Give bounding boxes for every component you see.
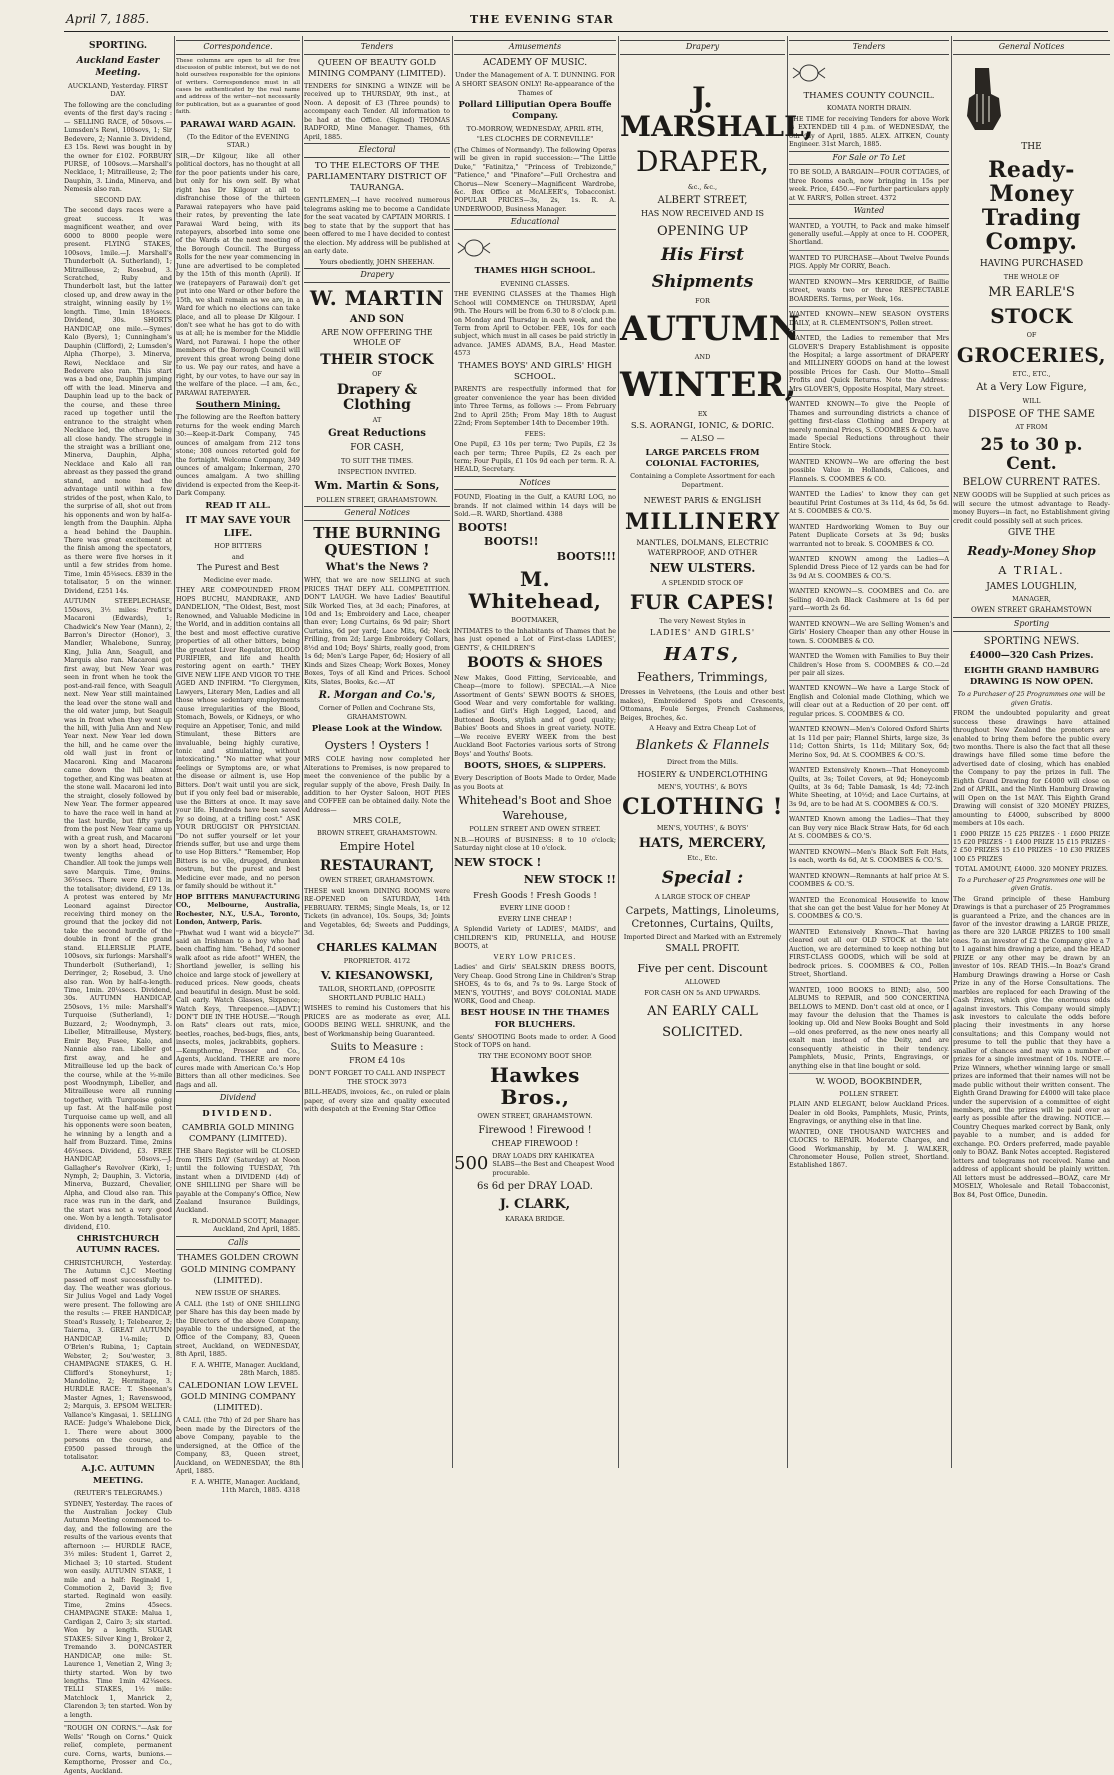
- section-header: Amusements: [454, 40, 616, 55]
- notice-body: THE Share Register will be CLOSED from THIS DAY (Saturday) at Noon until the following TUESDAY, 7th instant when a DIVIDEND (4d) of ONE SHILLING per Share will be payable at the Company's Office, New Zealand Insurance Buildings, Auckland.: [176, 1147, 300, 1215]
- column-rule: [302, 36, 303, 1468]
- ad-line: Medicine ever made.: [203, 575, 273, 584]
- ad-line: GIVE THE: [1007, 528, 1056, 539]
- ad-line: 6s 6d per DRAY LOAD.: [477, 1181, 593, 1193]
- disclaimer: These columns are open to all for free discussion of public interest, but we do not hold ourselves responsible for the opinions of writers. Correspondence must in all cases be authenticated by the real name and address of the writer—not necessarily for publication, but as a guarantee of good faith.: [176, 57, 300, 116]
- notice-body: TENDERS for SINKING a WINZE will be received up to THURSDAY, 9th inst., at Noon. A deposit of £3 (Three pounds) to accompany each Tender. All information to be had at the Office. (Signed) THOMAS RADFORD, Mine Manager. Thames, 6th April, 1885.: [304, 81, 450, 141]
- notice-headline: CAMBRIA GOLD MINING COMPANY (LIMITED).: [181, 1122, 295, 1145]
- ad-line: BOOTS!!: [484, 535, 539, 549]
- section-header: Electoral: [304, 143, 450, 158]
- ad-line: Pollard Lilliputian Opera Bouffe Company.: [458, 100, 612, 122]
- wanted-list: [789, 222, 949, 1075]
- ad-body: N.B.—HOURS of BUSINESS: 8 to 10 o'clock; Saturday night close at 10 o'clock.: [454, 835, 616, 853]
- ad-line: TOTAL AMOUNT, £4000. 320 MONEY PRIZES.: [955, 865, 1108, 874]
- wanted-ad: WANTED KNOWN—We are Selling Women's and Girls' Hosiery Cheaper than any other House in town. S. COOMBES & CO.: [789, 620, 949, 649]
- column-sporting: [64, 38, 172, 1775]
- section-header: Calls: [176, 1236, 300, 1251]
- wanted-ad: WANTED KNOWN—Mrs KERRIDGE, of Baillie street, wants two or three RESPECTABLE BOARDERS. Terms, per Week, 16s.: [789, 278, 949, 307]
- ad-body: The Grand principle of these Hamburg Drawings is that a purchaser of 25 Programmes is guaranteed a Prize, and the chances are in favor of the investor drawing a LARGE PRIZE, as there are 320 LARGE PRIZES to 100 small ones. To an investor of £2 the Company give a 7 to 1 against him drawing a prize, and the HEAD PRIZE or any other may be drawn by an investor of 10s. READ THIS.—In Boaz's Grand Hamburg Drawings drawing a Horse or Cash Prize in any of the Horse Consultations. The marbles are replaced for each Drawing of the Cash Prizes, which give the enormous odds against investors. This Company would simply ask investors to calculate the odds before placing their investments in any horse consultations; and this Company would not presume to tell the public that they have a smaller of chances and may win a number of prizes for a single investment of 10s. NOTE.—Prize Winners, whether winning large or small prizes are informed that their names will not be made public without their written consent. The Eighth Grand Drawing for £4000 will take place under the supervision of a committee of eight members, and the prizes will be paid over as early as possible after the drawing. NOTICE.—Country Cheques marked correct by Bank, only payable to a number, and is added for exchange. P.O. Orders preferred, made payable only to BOAZ. Bank Notes accepted. Registered letters and telegrams not received. Name and address of applicant should be plainly written. All letters must be addressed—BOAZ, care Mr MOSELY, Wholesale and Retail Tobacconist, Box 84, Post Office, Dunedin.: [953, 894, 1110, 1199]
- ad-address: POLLEN STREET.: [839, 1089, 899, 1098]
- ad-headline: V. KIESANOWSKI,: [320, 968, 434, 982]
- wanted-ad: WANTED Known among the Ladies—That they can Buy very nice Black Straw Hats, for 6d each At S. COOMBES & CO.'S.: [789, 815, 949, 844]
- column-tenders: [304, 38, 450, 1468]
- ad-headline: NEW ULSTERS.: [649, 561, 756, 576]
- ad-line: A Heavy and Extra Cheap Lot of: [649, 723, 756, 732]
- ad-body: Ladies' and Girls' SEALSKIN DRESS BOOTS, Very Cheap. Good Strong Line in Children's Strap SHOES, 4s to 6s, and 7s to 9s. Large Stock of MEN'S, YOUTHS', and BOYS' COLONIAL MADE WORK, Good and Cheap.: [454, 963, 616, 1005]
- ad-line: Etc., Etc.: [687, 854, 718, 863]
- wanted-ad: WANTED KNOWN among the Ladies—A Splendid Dress Piece of 12 yards can be had for 3s 9d At S. COOMBES & CO.'S.: [789, 555, 949, 584]
- ad-body: MRS COLE having now completed her Alterations to Premises, is now prepared to meet the convenience of the public by a regular supply of the above, Fresh Daily. In addition to her Oyster Saloon, HOT PIES and COFFEE can be obtained daily. Note the Address—: [304, 755, 450, 814]
- ad-line: A SPLENDID STOCK OF: [661, 578, 744, 587]
- ad-address: Corner of Pollen and Cochrane Sts, GRAHAMSTOWN.: [318, 704, 436, 721]
- ad-line: EVERY LINE CHEAP !: [498, 914, 572, 923]
- ad-line: Under the Management of A. T. DUNNING. FOR A SHORT SEASON ONLY! Re-appearance of the Thames of: [455, 71, 615, 97]
- ad-address: POLLEN STREET, GRAHAMSTOWN.: [316, 495, 438, 504]
- ad-line: MRS COLE,: [352, 816, 402, 826]
- subheading: NEW ISSUE OF SHARES.: [195, 1289, 281, 1298]
- ad-line: AND: [694, 353, 711, 362]
- ad-headline: RESTAURANT,: [319, 857, 435, 874]
- section-header: Tenders: [789, 40, 949, 55]
- wanted-ad: WANTED KNOWN—Remnants at half price At S. COOMBES & CO.'S.: [789, 872, 949, 893]
- article-body: AUTUMN STEEPLECHASE, 150sovs, 3½ miles: Prefitt's Macaroni (Edwards), 1; Chadwick's New Year (Mann), 2; Barron's Director (Honor), 3. Mandler, Whalebone, Sunray, King, Julia Ann, Seagull, and Marquis also ran. Macaroni got first away, but New Year was seen in front when he took the post-and-rail fence, with Seagull next. New Year still maintained the lead over the stone wall and the old water jump, but Seagull was in front when they went up the hill, with Julia Ann and New Year next. New Year led down the hill, and he came over the old wall just in front of Macaroni. King and Macaroni came down the hill almost together, and King was beaten at the stone wall. Macaroni led into the straight, closely followed by New Year. The former appeared to have the race well in hand at the last hurdle, but fifty yards from the post New Year came up with a great rush, and Macaroni won by a short head, Director twenty lengths ahead of Chandler. All took the jumps well save Marquis. Time, 9mins. 36½secs. There were £1071 in the totalisator; dividend, £9 13s. A protest was entered by Mr Leonard against Director receiving third money on the ground that the jockey did not take the second hurdle of the double in front of the grand stand. ELLERSLIE PLATE, 100sovs, six furlongs: Marshall's Thunderbolt (Sutherland), 1; Derringer, 2; Rosebud, 3. Uno also ran. Won by half-a-length. Time, 1min. 20¼secs. Dividend, 30s. AUTUMN HANDICAP, 250sovs, 1½ mile: Marshall's Turquoise (Sutherland), 1; Buzzard, 2; Woodnymph, 3. Libeller, Mitrailleuse, Mystery, Emir Bey, Fusee, Kalo, and Nannie also ran. Libeller got first away, and he and Mitrailleuse led up the back of the course, while at the ½-mile post Woodnymph, Libeller, and Mitrailleuse were all running together, with Turquoise going up fast. At the half-mile post Turquoise came up well, and all his opponents were soon beaten, he winning by a length and a half from Buzzard. Time, 2mins 46½secs. Dividend, £3. FREE HANDICAP, 50sovs.—J. Gallagher's Revolver (Kirk), 1; Nymph, 2; Dauphin, 3. Victoria, Minerva, Buzzard, Chevalier, Alpha, and Cloud also ran. This race was run in the dark, and the start was not a very good one. Won by a length. Totalisator dividend, £10.: [64, 597, 172, 1231]
- ad-line: BOOTS, SHOES, & SLIPPERS.: [464, 761, 606, 772]
- ad-line: HAS NOW RECEIVED AND IS: [640, 209, 765, 219]
- ad-line: DISPOSE OF THE SAME: [968, 409, 1095, 421]
- ad-line: PROPRIETOR. 4172: [343, 957, 411, 966]
- column-drapery: [620, 38, 814, 1468]
- column-rule: [452, 36, 453, 1468]
- wanted-ad: WANTED, 1000 BOOKS to BIND; also, 500 ALBUMS to REPAIR, and 500 CONCERTINA BELLOWS to MEND. Don't cast old at once, or I may favour the delusion that the Thames is looking up. Old and New Books Bought and Sold—old ones preferred, as the new ones nearly all exalt man instead of the Deity, and are consequently atheistic in their tendency. Pamphlets, Music, Prints, Engravings, or anything else in that line bought or sold.: [789, 986, 949, 1075]
- ad-line: TO SUIT THE TIMES.: [340, 457, 414, 466]
- ad-body: PLAIN AND ELEGANT, below Auckland Prices. Dealer in old Books, Pamphlets, Music, Prints, Engravings, or anything else in that line.: [789, 1100, 949, 1126]
- section-header: Sporting: [953, 617, 1110, 632]
- notice-body: THE TIME for receiving Tenders for above Work is EXTENDED till 4 p.m. of WEDNESDAY, the 8th day of April, 1885. ALEX. AITKEN, County Engineer. 31st March, 1885.: [789, 114, 949, 149]
- ad-body: INTIMATES to the Inhabitants of Thames that he has just opened a Lot of First-class LADIES', GENTS', & CHILDREN'S: [454, 626, 616, 652]
- ad-line: Direct from the Mills.: [666, 757, 739, 766]
- ad-address: OWEN STREET, GRAHAMSTOWN.: [477, 1112, 593, 1121]
- notice-headline: THAMES COUNTY COUNCIL.: [803, 91, 935, 101]
- ad-headline: WINTER,: [620, 364, 797, 405]
- ad-body: THEY ARE COMPOUNDED FROM HOPS BUCHU, MANDRAKE, AND DANDELION, "The Oldest, Best, most Renowned, and Valuable Medicine in the World, and in addition contains all the best and most effective curative properties of all other bitters, being the greatest Liver Regulator, BLOOD PURIFIER, and life and health restoring agent on earth." THEY GIVE NEW LIFE AND VIGOR TO THE AGED AND INFIRM. "To Clergymen, Lawyers, Literary Men, Ladies and all those whose sedentary employments cause irregularities of the Blood, Stomach, Bowels, or Kidneys, or who require an Appetiser, Tonic, and mild Stimulant, these Bitters are invaluable, being highly curative, tonic and stimulating, without intoxicating." "No matter what your feelings or Symptoms are, or what the disease or ailment is, use Hop Bitters. Don't wait until you are sick, but if you only feel bad or miserable, use the Bitters at once. It may save your life. Hundreds have been saved by so doing, at a trifling cost." ASK YOUR DRUGGIST OR PHYSICIAN. "Do not suffer yourself or let your friends suffer, but use and urge them to use Hop Bitters." "Remember, Hop Bitters is no vile, drugged, drunken nostrum, but the purest and best Medicine ever made, and no person or family should be without it.": [176, 586, 300, 891]
- ad-headline: M. Whitehead,: [468, 567, 602, 614]
- section-header: Dividend: [176, 1091, 300, 1106]
- column-rule: [618, 36, 619, 1468]
- ad-line: HAVING PURCHASED: [979, 258, 1084, 269]
- notice-body: GENTLEMEN,—I have received numerous telegrams asking me to become a Candidate for the seat vacated by CAPTAIN MORRIS. I beg to state that by the support that has been offered to me I have decided to contest the election. My address will be published at an early date.: [304, 196, 450, 256]
- section-header: Correspondence.: [176, 40, 300, 55]
- ad-line: Suits to Measure :: [330, 1042, 424, 1054]
- ad-line: DON'T FORGET TO CALL AND INSPECT THE STOCK 3973: [308, 1068, 446, 1086]
- ad-line: OF: [1026, 331, 1037, 340]
- ad-headline: NEW STOCK !!: [523, 873, 616, 887]
- ad-line: SMALL PROFIT.: [665, 943, 740, 954]
- ad-line: WILL: [1022, 396, 1041, 405]
- ad-headline: NEW STOCK !: [454, 855, 542, 869]
- ad-headline: SOLICITED.: [662, 1024, 743, 1040]
- wanted-ad: WANTED TO PURCHASE—About Twelve Pounds PIGS. Apply Mr CORRY, Beach.: [789, 254, 949, 275]
- ad-line: ARE NOW OFFERING THE WHOLE OF: [321, 327, 433, 348]
- ad-headline: IT MAY SAVE YOUR LIFE.: [185, 515, 291, 539]
- notice-body: PARENTS are respectfully informed that for greater convenience the year has been divided into Three Terms, as follows :— From February 2nd to April 25th; From May 18th to August 22nd; From September 14th to December 19th.: [454, 385, 616, 428]
- ad-headline: STOCK: [990, 304, 1073, 329]
- ad-body: New Makes, Good Fitting, Serviceable, and Cheap—(more to follow). SPECIAL.—A Nice Assortment of Gents' SEWN BOOTS & SHOES, Good Wear and very comfortable for walking. Ladies' and Girl's High Legged, Laced, and Buttoned Boots, stylish and of good quality; Babies' Boots and Shoes in great variety. NOTE.—We receive EVERY WEEK from the best Auckland Boot Factories various sorts of Strong Boys' and Youths' Boots.: [454, 673, 616, 758]
- subheading: (To the Editor of the EVENING STAR.): [186, 132, 290, 150]
- article-body: The second days races were a great success. It was magnificent weather, and over 6000 to 8000 people were present. FLYING STAKES, 100sovs, 1mile.—J. Marshall's Thunderbolt (A. Sutherland), 1; Mitrailleuse, 2; Rosebud, 3. Scratched, Ruby and Thunderbolt last, but the latter closed up, and drew away in the straight, winning easily by 1½ length. Time, 1min 18¾secs. Dividend, 30s. SHORTS HANDICAP, one mile.—Symes' Kalo (Byers), 1; Cunningham's Dauphin (Clifford), 2; Lumsden's Alpha (Thorpe), 3. Minerva, Rewi, Necklace and Sir Bedevere also ran. This start was a bad one, Dauphin jumping off with the lead. Minerva and Dauphin lead up to the back of the course, and these three raced up together until the entrance to the straight when Necklace led, the others being all close handy. The struggle in the straight was a brilliant one, Minerva, Dauphin, Alpha, Necklace and Kalo all ran abreast as they passed the grand stand, and none had the advantage until within a few strides of the post, when Kalo, to the surprise of all, shot out from his opponents and won by half-a-length from the Dauphin. Alpha a head behind the Dauphin. There was great excitement at the finish among the spectators, as there were five horses in it until a few strides from home. Time, 1min 45¼secs. £839 in the totalisator, 5 on the winner. Dividend, £251 14s.: [64, 206, 172, 595]
- ad-headline: CLOTHING !: [622, 794, 783, 821]
- ad-address: TAILOR, SHORTLAND, (OPPOSITE SHORTLAND PUBLIC HALL): [318, 985, 436, 1002]
- column-tenders-wanted: [789, 38, 949, 1468]
- wanted-ad: WANTED Extensively Known—That having cleared out all our OLD STOCK at the late Auction, we are determined to keep nothing but FIRST-CLASS GOODS, which will be sold at bedrock prices. S. COOMBES & CO., Pollen Street, Shortland.: [789, 928, 949, 983]
- notice-body: A CALL (the 7th) of 2d per Share has been made by the Directors of the above Company, payable to the undersigned, at the Office of the Company, 83, Queen street, Auckland, on WEDNESDAY, the 8th April, 1885.: [176, 1416, 300, 1476]
- notice-body: A CALL (the 1st) of ONE SHILLING per Share has this day been made by the Directors of the above Company, payable to the undersigned, at the Office of the Company, 83, Queen street, Auckland, on WEDNESDAY, 8th April, 1885.: [176, 1299, 300, 1359]
- ad-line: MANTLES, DOLMANS, ELECTRIC WATERPROOF, AND OTHER: [636, 538, 769, 558]
- notice-body: One Pupil, £3 10s per term; Two Pupils, £2 3s each per term; Three Pupils, £2 2s each per term; Four Pupils, £1 10s 9d each per term. R. A. HEALD, Secretary.: [454, 440, 616, 474]
- ad-line: Shipments: [651, 271, 754, 292]
- ad-line: Imported Direct and Marked with an Extremely: [623, 933, 782, 942]
- ad-headline: AUTUMN: [620, 308, 800, 349]
- ad-line: MEN'S, YOUTHS', & BOYS: [657, 782, 748, 791]
- notice-signature: R. McDONALD SCOTT, Manager. Auckland, 2nd April, 1885.: [192, 1216, 300, 1234]
- ad-headline: J. MARSHALL,: [620, 80, 814, 143]
- ad-body: WHY, that we are now SELLING at such PRICES THAT DEFY ALL COMPETITION. DON'T LAUGH. We have Ladies' Beautiful Silk Worked Ties, at 3d each; Pinafores, at 10d and 1s; Embroidery and Lace, cheaper than ever; Long Curtains, 6s 9d pair; Short Curtains, 6d per yard; Lace Mits, 6d; Neck Frilling, from 2d; Large Embroidery Collars, 8½d and 10d; Boys' Shirts, really good, from 1s 6d; Men's Large Paper, 6d; Hosiery of all Kinds and Sizes Cheap; Work Boxes, Money Boxes, Toys of all Kind and Prices. School Kits, Slates, Books, &c.—AT: [304, 576, 450, 686]
- ad-address: OWEN STREET GRAHAMSTOWN: [970, 605, 1092, 614]
- ad-headline: HATS, MERCERY,: [638, 836, 767, 852]
- ad-line: Containing a Complete Assortment for each Department.: [630, 472, 775, 489]
- ad-body: A Splendid Variety of LADIES', MAIDS', and CHILDREN'S KID, PRUNELLA, and HOUSE BOOTS, at: [454, 925, 616, 951]
- section-header: Educational: [454, 215, 616, 230]
- ad-headline: AN EARLY CALL: [647, 1004, 758, 1020]
- ad-line: TO-MORROW, WEDNESDAY, APRIL 8TH,: [466, 124, 604, 133]
- ad-headline: DRAPER,: [635, 145, 769, 179]
- ad-line: EIGHTH GRAND HAMBURG DRAWING IS NOW OPEN.: [963, 665, 1100, 688]
- ad-line: S.S. AORANGI, IONIC, & DORIC.: [630, 421, 775, 432]
- notice-headline: TO THE ELECTORS OF THE PARLIAMENTARY DISTRICT OF TAURANGA.: [307, 160, 447, 194]
- ad-line: VERY LOW PRICES.: [493, 952, 577, 961]
- ad-line: THEIR STOCK: [320, 351, 434, 368]
- dateline: AUCKLAND, Yesterday. FIRST DAY.: [67, 81, 169, 99]
- section-header: General Notices: [304, 506, 450, 521]
- ad-line: BEST HOUSE IN THE THAMES FOR BLUCHERS.: [460, 1008, 610, 1030]
- ad-line: FOR CASH ON 5s AND UPWARDS.: [644, 988, 761, 997]
- ad-headline: Whitehead's Boot and Shoe Warehouse,: [458, 794, 612, 822]
- wanted-ad: WANTED the Ladies' to know they can get beautiful Print Costumes at 3s 11d, 4s 6d, 5s 6d. At S. COOMBES & CO.'S.: [789, 490, 949, 519]
- column-general-notices: [953, 38, 1110, 1468]
- wanted-ad: WANTED Extensively Known—That Honeycomb Quilts, at 3s; Toilet Covers, at 9d; Honeycomb Quilts, at 3s 6d; Table Damask, 1s 4d; 72-inch White Sheeting, at 10½d; and Lace Curtains, at 3s 9d, are to be had At S. COOMBES & CO.'S.: [789, 766, 949, 812]
- ad-line: AT FROM: [1015, 423, 1048, 432]
- ad-line: To a Purchaser of 25 Programmes one will be given Gratis.: [957, 875, 1106, 893]
- ad-line: His First: [661, 245, 744, 266]
- section-header: For Sale or To Let: [789, 151, 949, 166]
- ad-headline: SPORTING NEWS.: [983, 635, 1080, 647]
- ad-line: HOSIERY & UNDERCLOTHING: [637, 770, 768, 780]
- ad-address: KARAKA BRIDGE.: [505, 1215, 565, 1224]
- ad-line: ALLOWED: [684, 978, 721, 987]
- masthead-rule: [64, 31, 1108, 32]
- paper-title: THE EVENING STAR: [470, 13, 614, 26]
- crest-icon: [454, 237, 494, 259]
- ad-line: AT: [372, 415, 382, 424]
- ad-headline: MILLINERY: [624, 509, 781, 536]
- ad-body: Every Description of Boots Made to Order, Made as you Boots at: [454, 774, 616, 791]
- ad-headline: Ready-Money Shop: [967, 544, 1096, 559]
- article-body: The following are the concluding events of the first day's racing :— SELLING RACE, of 50sovs.—Lumsden's Rewi, 100sovs, 1; Sir Bedevere, 2; Nannie 3. Dividend, £3 15s. Rewi was bought in by the owner for £102. FORBURY PURSE, of 100sovs.—Marshall's Necklace, 1; Mitrailleuse, 2; The Dauphin, 3. Linda, Minerva, and Nemesis also ran.: [64, 100, 172, 194]
- crest-icon: [789, 62, 829, 84]
- ad-line: MEN'S, YOUTHS', & BOYS': [656, 823, 749, 832]
- column-rule: [951, 36, 952, 1468]
- ad-address: OWEN STREET, GRAHAMSTOWN.: [319, 876, 435, 885]
- ad-address: BROWN STREET, GRAHAMSTOWN.: [316, 828, 438, 837]
- ad-line: Great Reductions: [328, 428, 426, 440]
- ad-headline: Blankets & Flannels: [635, 737, 770, 753]
- ad-line: INSPECTION INVITED.: [337, 467, 417, 476]
- ad-line: Please Look at the Window.: [311, 724, 443, 735]
- notice-headline: THAMES HIGH SCHOOL.: [474, 266, 596, 277]
- ad-line: Feathers, Trimmings,: [637, 670, 768, 685]
- ad-line: OF: [372, 370, 382, 379]
- wanted-ad: WANTED the Economical Housewife to know that she can get the best Value for her Money At S. COOMBES & CO.'S.: [789, 896, 949, 925]
- ad-headline: Ready-Money Trading Compy.: [981, 156, 1082, 256]
- quantity: 500: [454, 1153, 489, 1175]
- ad-line: MR EARLE'S: [988, 285, 1075, 301]
- wanted-ad: WANTED KNOWN—S. COOMBES and Co. are Selling 40-inch Black Cashmere at 1s 6d per yard—worth 2s 6d.: [789, 587, 949, 616]
- subheading: SECOND DAY.: [94, 195, 142, 204]
- subheading: FEES:: [524, 429, 546, 438]
- ad-line: EVERY LINE GOOD !: [499, 904, 571, 913]
- wanted-ad: WANTED the Women with Families to Buy their Children's Hose from S. COOMBES & CO.—2d per pair all sizes.: [789, 652, 949, 681]
- ad-headline: W. MARTIN: [309, 285, 445, 310]
- letter-body: SIR,—Dr Kilgour, like all other political doctors, has no thought at all for the poor patients under his care, but only for his own self. By what right has Dr Kilgour at all to disfranchise those of the thirteen Parawai ratepayers who have paid their rates, by preventing the late Parawai Ward being, with its ratepayers, absorbed into some one of the Wards at the next meeting of the Borough Council. The Burgess Rolls for the new year commencing in June are advertised to be completed by the 15th of this month (April). If we (ratepayers of Parawai) don't get put into one Ward or other before the 15th, we shall remain as we are, in a Ward for which no elections can take place, and all to please Dr Kilgour. I don't see what he has got to do with us at all; he is member for the Middle Ward, not Parawai. I hope the other members of the Borough Council will prevent this great wrong being done to us. We pay our rates, and have a right, by our votes, to have our say in the welfare of the place. —I am, &c., PARAWAI RATEPAYER.: [176, 151, 300, 397]
- subheading: EVENING CLASSES.: [500, 279, 570, 288]
- ad-body: Dresses in Velveteens, (the Louis and other best makes), Embroidered Spots and Crescents, Ottomans, Foule Serges, French Cashmeres, Beiges, Broches, &c.: [620, 688, 785, 722]
- ad-headline: W. WOOD, BOOKBINDER,: [815, 1077, 923, 1087]
- notice-body: TO BE SOLD, A BARGAIN—FOUR COTTAGES, of three Rooms each, now bringing in 15s per week. Price, £450.—For further particulars apply at W. FARR'S, Pollen street. 4372: [789, 168, 949, 202]
- ad-line: R. Morgan and Co.'s,: [318, 690, 436, 702]
- ad-headline: READ IT ALL.: [205, 500, 271, 511]
- section-header: Notices: [454, 476, 616, 491]
- ad-line: FROM £4 10s: [349, 1056, 405, 1066]
- wanted-ad: WANTED KNOWN—We are offering the best possible Value in Hollands, Calicoes, and Flannels. S. COOMBES & CO.: [789, 458, 949, 487]
- ad-line: BOOTMAKER,: [511, 616, 559, 625]
- issue-date: April 7, 1885.: [66, 12, 150, 26]
- wanted-ad: WANTED, a YOUTH, to Pack and make himself generally useful.—Apply at once to H. COOPER, Shortland.: [789, 222, 949, 251]
- notice-signature: Yours obediently, JOHN SHEEHAN.: [319, 257, 435, 266]
- ad-line: What's the News ?: [325, 562, 429, 573]
- notice-headline: QUEEN OF BEAUTY GOLD MINING COMPANY (LIMITED).: [308, 57, 446, 79]
- section-header: Wanted: [789, 204, 949, 219]
- ad-line: £4000—320 Cash Prizes.: [969, 650, 1094, 661]
- ad-line: A LARGE STOCK OF CHEAP: [654, 893, 751, 902]
- ad-line: "LES CLOCHES DE CORNEVILLE": [476, 135, 594, 144]
- ad-headline: FUR CAPES!: [629, 590, 776, 615]
- wanted-ad: WANTED KNOWN—To give the People of Thames and surrounding districts a chance of getting first-class Clothing and Drapery at merely nominal Prices, S. COOMBES & CO. have made Special Reductions throughout their Entire Stock.: [789, 400, 949, 455]
- ad-line: ETC., ETC.,: [1012, 369, 1051, 378]
- article-headline: A.J.C. AUTUMN MEETING.: [81, 1464, 155, 1486]
- ad-body: (The Chimes of Normandy). The following Operas will be given in rapid succession:—"The Little Duke," "Fatinitza," "Princess of Trebizonde," "Patience," and "Pinafore"—Full Orchestra and Chorus—New Scenery—Magnificent Wardrobe, &c. Box Office at McALEER's, Tobacconist. POPULAR PRICES—3s, 2s, 1s. R. A. UNDERWOOD, Business Manager.: [454, 145, 616, 213]
- ad-body: HOP BITTERS MANUFACTURING CO., Melbourne, Australia, Rochester, N.Y., U.S.A., Toronto, London, Antwerp, Paris.: [176, 892, 300, 927]
- column-amusements: [454, 38, 616, 1468]
- notice-signature: F. A. WHITE, Manager. Auckland, 28th March, 1885.: [191, 1360, 300, 1378]
- ad-line: LARGE PARCELS FROM COLONIAL FACTORIES,: [645, 447, 760, 470]
- notice-body: FOUND, Floating in the Gulf, a KAURI LOG, no brands. If not claimed within 14 days will be Sold.—R. WARD, Shortland. 4388: [454, 493, 616, 519]
- ad-line: BOOTS!: [458, 520, 508, 534]
- ad-headline: Five per cent. Discount: [637, 961, 768, 975]
- article-body: CHRISTCHURCH, Yesterday. The Autumn C.J.C Meeting passed off most successfully to-day. The weather was glorious. Sir Julius Vogel and Lady Vogel were present. The following are the results :— FREE HANDICAP, Stead's Russely, 1; Telebearer, 2; Taierna, 3. GREAT AUTUMN HANDICAP, 1¼-mile; D. O'Brien's Rubina, 1; Captain Webster, 2; Sou'wester, 3. CHAMPAGNE STAKES, G. H. Clifford's Stoneyhurst, 1; Mandoline, 2; Hermitage, 3. HURDLE RACE: T. Sheenan's Master Agnes, 1; Ravenswood, 2; Marquis, 3. EPSOM WELTER: Vallance's Kingasai, 1. SELLING RACE: Judge's Whalebone Dick, 1. There were about 3000 persons on the course, and £9500 passed through the totalisator.: [64, 1258, 172, 1462]
- masthead: [0, 0, 1114, 34]
- section-header: General Notices: [953, 40, 1110, 55]
- ad-headline: HATS,: [663, 643, 741, 665]
- advertisement: "ROUGH ON CORNS."—Ask for Wells' "Rough on Corns." Quick relief, complete, permanent cure. Corns, warts, bunions.—Kempthorne, Prosser and Co., Agents, Auckland.: [64, 1721, 172, 1775]
- notice-headline: DIVIDEND.: [202, 1108, 274, 1119]
- article-headline: Auckland Easter Meeting.: [76, 55, 160, 78]
- wanted-ad: WANTED KNOWN—Men's Black Soft Felt Hats, 1s each, worth 4s 6d, At S. COOMBES & CO.'S.: [789, 848, 949, 869]
- ad-line: BELOW CURRENT RATES.: [962, 477, 1101, 489]
- ad-headline: ACADEMY OF MUSIC.: [482, 57, 588, 68]
- ad-body: BILL-HEADS, invoices, &c., on ruled or plain paper, of every size and quality executed with despatch at the Evening Star Office: [304, 1088, 450, 1114]
- letter-headline: PARAWAI WARD AGAIN.: [180, 119, 296, 130]
- ad-line: TRY THE ECONOMY BOOT SHOP.: [478, 1051, 592, 1060]
- ad-line: At a Very Low Figure,: [976, 382, 1087, 394]
- ad-body: WANTED, ONE THOUSAND WATCHES and CLOCKS to REPAIR. Moderate Charges, and Good Workmanship, by M. J. WALKER, Chronometer House, Pollen street, Shortland. Established 1867.: [789, 1127, 949, 1170]
- wanted-ad: WANTED, the Ladies to remember that Mrs GLOVER'S Drapery Establishment is opposite the Hospital; a large assortment of DRAPERY and MILLINERY GOODS on hand at the lowest possible Prices for Cash. Our Motto—Small Profits and Quick Returns. Note the Address: Mrs GLOVER'S, Opposite Hospital, Mary street.: [789, 334, 949, 397]
- ad-line: FOR CASH,: [350, 443, 404, 454]
- section-title: SPORTING.: [88, 41, 148, 51]
- notice-body: THE EVENING CLASSES at the Thames High School will COMMENCE on THURSDAY, April 9th. The Hours will be from 6.30 to 8 o'clock p.m. on Monday and Thursday in each week, and the Term from April to October. FEE, 10s for each subject, which must in all cases be paid strictly in advance. JAMES ADAMS, B.A., Head Master. 4573: [454, 290, 616, 358]
- ad-line: Wm. Martin & Sons,: [314, 479, 440, 493]
- ad-headline: Hawkes Bros.,: [490, 1063, 580, 1110]
- ad-line: The Purest and Best: [196, 563, 280, 573]
- ad-line: The very Newest Styles in: [659, 617, 746, 626]
- ad-address: POLLEN STREET AND OWEN STREET.: [469, 825, 601, 834]
- ad-line: ALBERT STREET,: [657, 195, 748, 207]
- ad-line: EX: [697, 409, 708, 418]
- ad-line: JAMES LOUGHLIN,: [986, 581, 1077, 592]
- ad-headline: Oysters ! Oysters !: [324, 738, 430, 752]
- notice-headline: CALEDONIAN LOW LEVEL GOLD MINING COMPANY (LIMITED).: [178, 1380, 298, 1414]
- prize-list: 1 £900 PRIZE 15 £25 PRIZES · 1 £600 PRIZE 15 £20 PRIZES · 1 £400 PRIZE 15 £15 PRIZES · 2 £50 PRIZES 15 £10 PRIZES · 10 £30 PRIZES 100 £5 PRIZES: [953, 829, 1110, 863]
- ad-line: NEWEST PARIS & ENGLISH: [643, 495, 762, 505]
- ad-body: WISHES to remind his Customers that his PRICES are as moderate as ever, ALL GOODS BEING WELL SHRUNK, and the best of Workmanship being Guaranteed.: [304, 1004, 450, 1038]
- ad-line: OPENING UP: [657, 224, 748, 240]
- ad-line: Carpets, Mattings, Linoleums, Cretonnes, Curtains, Quilts,: [625, 905, 780, 931]
- ad-line: MANAGER,: [1012, 595, 1051, 604]
- ad-headline: Firewood ! Firewood !: [478, 1124, 592, 1136]
- article-headline: Southern Mining.: [195, 400, 281, 411]
- ad-line: CHARLES KALMAN: [316, 940, 438, 954]
- ad-line: A TRIAL.: [998, 564, 1065, 577]
- ad-line: BOOTS!!!: [556, 549, 616, 563]
- ad-line: THE WHOLE OF: [1003, 272, 1060, 281]
- wanted-ad: WANTED KNOWN—We have a Large Stock of English and Colonial made Clothing, which we will clear out at a Reduction of 20 per cent. off regular prices. S. COOMBES & CO.: [789, 684, 949, 722]
- notice-signature: F. A. WHITE, Manager. Auckland, 11th March, 1885. 4318: [191, 1477, 300, 1494]
- ad-body: Gents' SHOOTING Boots made to order. A Good Stock of TOPS on hand.: [454, 1032, 616, 1050]
- ad-line: THE: [1021, 142, 1042, 152]
- ad-line: &c., &c.,: [687, 182, 718, 191]
- ad-body: DRAY LOADS DRY KAHIKATEA SLABS—the Best and Cheapest Wood procurable.: [492, 1151, 615, 1177]
- article-body: The following are the Reefton battery returns for the week ending March 30:—Keep-it-Dark Company, 745 ounces of amalgam from 212 tons stone; 308 ounces retorted gold for the fortnight. Welcome Company, 349 ounces of amalgam; Inkerman, 270 ounces amalgam. A two shilling dividend is expected from the Keep-it-Dark Company.: [176, 413, 300, 498]
- article-headline: CHRISTCHURCH AUTUMN RACES.: [76, 1234, 160, 1256]
- ad-headline: GROCERIES,: [956, 342, 1107, 367]
- ad-headline: 25 to 30 p. Cent.: [980, 434, 1083, 474]
- section-header: Drapery: [620, 40, 785, 55]
- subheading: KOMATA NORTH DRAIN.: [826, 104, 912, 113]
- ad-body: NEW GOODS will be Supplied at such prices as will secure the utmost advantage to Ready-money Buyers—in fact, no Establishment giving credit could possibly sell at such prices.: [953, 491, 1110, 525]
- pointing-hand-icon: [953, 64, 1013, 136]
- notice-headline: THAMES BOYS' AND GIRLS' HIGH SCHOOL.: [458, 360, 612, 383]
- ad-headline: THE BURNING QUESTION !: [313, 524, 441, 559]
- ad-headline: Special :: [661, 867, 744, 888]
- section-header: Tenders: [304, 40, 450, 55]
- column-rule: [787, 36, 788, 1468]
- ad-body: FROM the undoubted popularity and great success these drawings have attained throughout New Zealand the promoters are enabled to bring them before the public every two months. There is also the fact that all these drawings have filled some time before the advertised date of closing, which has enabled the Company to pay the prizes in full. The Eighth Grand Drawing for £4000 will close on 2nd of APRIL, and the Ninth Hamburg Drawing will Open on the 1st MAY. This Eighth Grand Drawing will consist of 320 MONEY PRIZES, amounting to £4000, subscribed by 8000 members at 10s each.: [953, 709, 1110, 828]
- ad-body: "Phwhat wud I want wid a bicycle?" said an Irishman to a boy who had been chaffing him. "Behad, I'd sooner walk afoot as ride afoot!" WHEN, the Shortland jeweller, is selling his choice and large stock of jewellery at reduced prices. New goods, cheats and beautiful in design. Must be sold. Call early. Watch Glasses, Sixpence; Watch Keys, Threepence.—[ADVT.] DON'T DIE IN THE HOUSE.—"Rough on Rats" clears out rats, mice, beetles, roaches, bed-bugs, flies, ants, insects, moles, jackrabbits, gophers.—Kempthorne, Prosser and Co., Agents, Auckland. THERE are more cures made with American Co.'s Hop Bitters than all other medicines. See flags and all.: [176, 928, 300, 1089]
- ad-line: and: [231, 552, 245, 561]
- firewood-offer: [454, 1152, 616, 1177]
- notice-headline: THAMES GOLDEN CROWN GOLD MINING COMPANY (LIMITED).: [177, 1253, 299, 1286]
- ad-line: FOR: [695, 297, 710, 306]
- ad-headline: J. CLARK,: [499, 1197, 571, 1213]
- column-rule: [174, 36, 175, 1468]
- section-header: Drapery: [304, 268, 450, 283]
- ad-line: LADIES' AND GIRLS': [649, 628, 756, 638]
- article-body: SYDNEY, Yesterday. The races of the Australian Jockey Club Autumn Meeting commenced to-day, and the following are the results of the various events that afternoon :— HURDLE RACE, 3½ miles: Student 1, Garret 2, Michael 3; 10 started. Student won easily. AUTUMN STAKE, 1 mile and a half: Reginald 1, Commotion 2, David 3; five started. Reginald won easily. Time, 2mins 45secs. CHAMPAGNE STAKE: Malua 1, Cardigan 2, Cairo 3; six started. Won by a length. SUGAR STAKES: Silver King 1, Broker 2, Tremando 3. DONCASTER HANDICAP, one mile: St. Laurence 1, Venetian 2, Wing 3; thirty started. Won by two lengths. Time 1min 42¼secs. TELLI STAKES, 1½ mile: Matchlock 1, Manrick 2, Clarendon 3; ten started. Won by a length.: [64, 1499, 172, 1719]
- subheading: (REUTER'S TELEGRAMS.): [73, 1488, 163, 1497]
- ad-line: HOP BITTERS: [214, 542, 262, 551]
- ad-body: THESE well known DINING ROOMS were RE-OPENED on SATURDAY, 14th FEBRUARY. TERMS; Single Meals, 1s, or 12 Tickets (in advance), 10s. Soups, 3d; Joints and Vegetables, 6d; Sweets and Puddings, 3d.: [304, 886, 450, 938]
- ad-line: CHEAP FIREWOOD !: [491, 1139, 579, 1149]
- column-correspondence: [176, 38, 300, 1494]
- wanted-ad: WANTED Hardworking Women to Buy our Patent Duplicate Corsets at 3s 9d; busks warranted not to break. S. COOMBES & CO.: [789, 523, 949, 552]
- ad-headline: BOOTS & SHOES: [467, 655, 603, 672]
- wanted-ad: WANTED KNOWN—Men's Colored Oxford Shirts at 1s 11d per pair; Flannel Shirts, large size, 3s 11d; Cotton Shirts, 1s 11d; Military Sox, 6d; Merino Sox, 9d. At S. COOMBES & CO.'S.: [789, 725, 949, 763]
- ad-line: To a Purchaser of 25 Programmes one will be given Gratis.: [957, 690, 1106, 707]
- ad-line: AND SON: [349, 313, 405, 325]
- ad-line: — ALSO —: [680, 434, 725, 444]
- ad-headline: Empire Hotel: [339, 840, 415, 854]
- wanted-ad: WANTED KNOWN—NEW SEASON OYSTERS DAILY, at R. CLEMENTSON'S, Pollen street.: [789, 310, 949, 331]
- ad-line: Drapery & Clothing: [336, 381, 418, 414]
- ad-line: Fresh Goods ! Fresh Goods !: [473, 890, 597, 901]
